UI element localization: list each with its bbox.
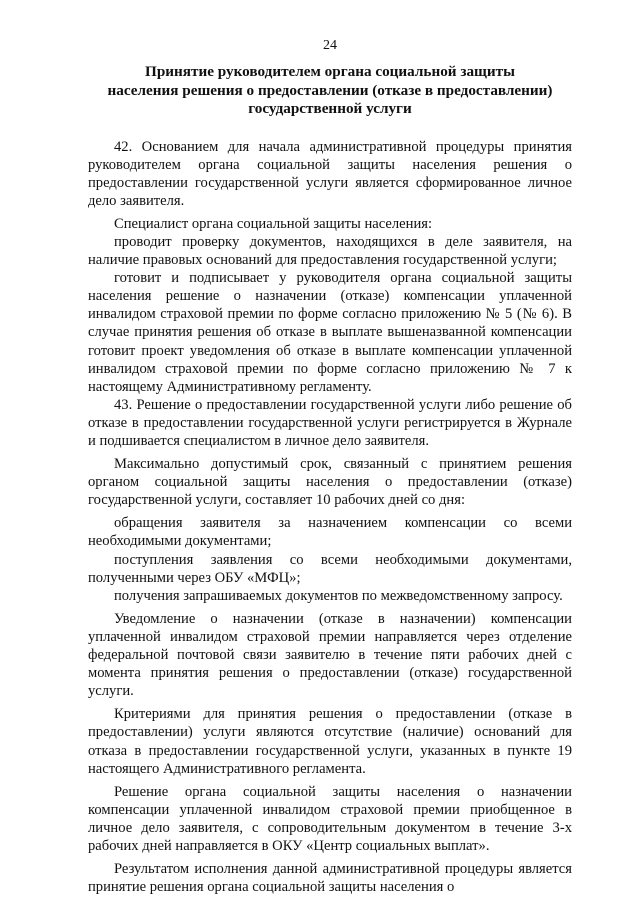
section-heading xyxy=(88,63,572,119)
paragraph: проводит проверку документов, находящихся в деле заявителя, на наличие правовых оснований для предоставления государственной услуги; xyxy=(88,233,572,269)
paragraph-42: 42. Основанием для начала административной процедуры принятия руководителем органа социальной защиты населения решения о предоставлении государственной услуги является сформированное личное дело заявителя. xyxy=(88,138,572,209)
heading-line: Принятие руководителем органа социальной защиты xyxy=(145,63,515,80)
paragraph: Уведомление о назначении (отказе в назначении) компенсации уплаченной инвалидом страховой премии направляется через отделение федеральной почтовой связи заявителю в течение пяти рабочих дней с момента принятия решения о предоставлении (отказе) государственной услуги. xyxy=(88,610,572,700)
paragraph: готовит и подписывает у руководителя органа социальной защиты населения решение о назначении (отказе) компенсации уплаченной инвалидом страховой премии по форме согласно приложению № 5 (№ 6). В случае принятия решения об отказе в выплате вышеназванной компенсации готовит проект уведомления об отказе в выплате компенсации уплаченной инвалидом страховой премии по форме согласно приложению № 7 к настоящему Административному регламенту. xyxy=(88,270,572,395)
document-body xyxy=(88,138,572,897)
paragraph: Решение органа социальной защиты населения о назначении компенсации уплаченной инвалидом страховой премии приобщенное в личное дело заявителя, с сопроводительным документом в течение 3-х рабочих дней направляется в ОКУ «Центр социальных выплат». xyxy=(88,783,572,854)
list-item: получения запрашиваемых документов по межведомственному запросу. xyxy=(114,587,563,604)
heading-line: государственной услуги xyxy=(248,100,412,117)
page-number: 24 xyxy=(323,38,337,53)
paragraph: Критериями для принятия решения о предоставлении (отказе в предоставлении) услуги являются отсутствие (наличие) оснований для отказа в предоставлении государственной услуги, указанных в пункте 19 настоящего Административного регламента. xyxy=(88,706,572,777)
list-item: поступления заявления со всеми необходимыми документами, полученными через ОБУ «МФЦ»; xyxy=(88,551,572,586)
paragraph: Результатом исполнения данной административной процедуры является принятие решения органа социальной защиты населения о xyxy=(88,861,572,896)
paragraph-43: 43. Решение о предоставлении государственной услуги либо решение об отказе в предоставлении государственной услуги регистрируется в Журнале и подшивается специалистом в личное дело заявителя. xyxy=(88,396,572,449)
paragraph: Максимально допустимый срок, связанный с принятием решения органом социальной защиты населения о предоставлении (отказе) государственной услуги, составляет 10 рабочих дней со дня: xyxy=(88,456,572,509)
heading-line: населения решения о предоставлении (отказе в предоставлении) xyxy=(107,81,553,99)
paragraph: Специалист органа социальной защиты населения: xyxy=(114,215,433,232)
list-item: обращения заявителя за назначением компенсации со всеми необходимыми документами; xyxy=(88,515,572,550)
